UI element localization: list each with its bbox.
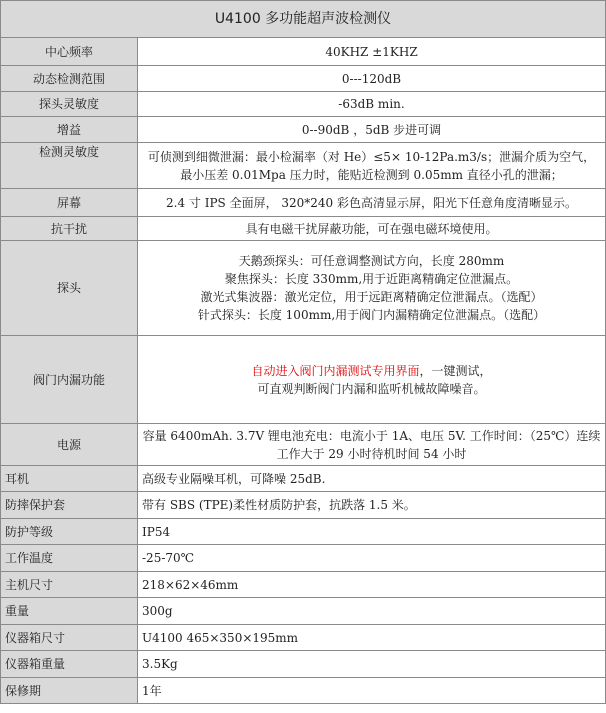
table-row [1, 336, 606, 424]
row-label: 增益 [1, 117, 138, 143]
row-value: 40KHZ ±1KHZ [138, 38, 606, 66]
row-label: 工作温度 [1, 545, 138, 572]
table-title: U4100 多功能超声波检测仪 [1, 1, 606, 38]
value-line: 可直观判断阀门内漏和监听机械故障噪音。 [257, 381, 486, 396]
table-row [1, 519, 606, 545]
value-line: 聚焦探头：长度 330mm,用于近距离精确定位泄漏点。 [224, 272, 519, 286]
row-label: 中心频率 [1, 38, 138, 66]
row-label: 抗干扰 [1, 217, 138, 241]
row-label: 仪器箱重量 [1, 651, 138, 678]
value-text: ，一键测试， [419, 363, 492, 378]
table-row [1, 625, 606, 651]
row-value [138, 336, 606, 424]
row-label: 屏幕 [1, 189, 138, 217]
table-row [1, 545, 606, 572]
table-row [1, 117, 606, 143]
row-label: 保修期 [1, 678, 138, 704]
value-line: 工作大于 29 小时待机时间 54 小时 [276, 446, 467, 461]
row-label: 耳机 [1, 466, 138, 492]
value-line [142, 362, 601, 380]
table-row [1, 492, 606, 519]
row-label: 阀门内漏功能 [1, 336, 138, 424]
row-label: 电源 [1, 424, 138, 466]
row-label: 防护等级 [1, 519, 138, 545]
row-value: 高级专业隔噪耳机，可降噪 25dB. [138, 466, 606, 492]
table-row [1, 651, 606, 678]
table-row [1, 598, 606, 625]
row-label: 主机尺寸 [1, 572, 138, 598]
row-value [138, 143, 606, 189]
value-line: 最小压差 0.01Mpa 压力时，能贴近检测到 0.05mm 直径小孔的泄漏； [180, 167, 563, 182]
value-line: 激光式集波器：激光定位，用于远距离精确定位泄漏点。（选配） [200, 290, 543, 304]
value-line: 天鹅颈探头：可任意调整测试方向，长度 280mm [238, 254, 505, 268]
row-value: 0--90dB ，5dB 步进可调 [138, 117, 606, 143]
row-value: 0---120dB [138, 66, 606, 92]
table-row [1, 678, 606, 704]
row-value: IP54 [138, 519, 606, 545]
row-value: U4100 465×350×195mm [138, 625, 606, 651]
row-label: 检测灵敏度 [1, 143, 138, 189]
row-value: 3.5Kg [138, 651, 606, 678]
row-value: 2.4 寸 IPS 全面屏， 320*240 彩色高清显示屏，阳光下任意角度清晰显示。 [138, 189, 606, 217]
row-value: -63dB min. [138, 92, 606, 117]
row-label: 动态检测范围 [1, 66, 138, 92]
row-value: 具有电磁干扰屏蔽功能，可在强电磁环境使用。 [138, 217, 606, 241]
row-value [138, 424, 606, 466]
table-row [1, 66, 606, 92]
table-row [1, 189, 606, 217]
table-row [1, 143, 606, 189]
row-value: 300g [138, 598, 606, 625]
highlight-text: 自动进入阀门内漏测试专用界面 [251, 363, 420, 378]
table-row [1, 466, 606, 492]
row-label: 探头灵敏度 [1, 92, 138, 117]
table-row [1, 241, 606, 336]
row-value: 带有 SBS (TPE)柔性材质防护套，抗跌落 1.5 米。 [138, 492, 606, 519]
value-line: 容量 6400mAh. 3.7V 锂电池充电：电流小于 1A、电压 5V. 工作时间：（25℃）连续 [142, 428, 601, 443]
table-row [1, 217, 606, 241]
row-value: 1年 [138, 678, 606, 704]
title-row [1, 1, 606, 38]
row-value: 218×62×46mm [138, 572, 606, 598]
row-value: -25-70℃ [138, 545, 606, 572]
row-label: 防摔保护套 [1, 492, 138, 519]
value-line: 可侦测到细微泄漏：最小检漏率（对 He）≤5× 10-12Pa.m3/s；泄漏介质为空气， [147, 149, 596, 164]
row-label: 重量 [1, 598, 138, 625]
row-label: 探头 [1, 241, 138, 336]
value-line: 针式探头：长度 100mm,用于阀门内漏精确定位泄漏点。（选配） [197, 308, 546, 322]
row-value [138, 241, 606, 336]
row-label: 仪器箱尺寸 [1, 625, 138, 651]
table-row [1, 92, 606, 117]
table-row [1, 424, 606, 466]
table-row [1, 572, 606, 598]
table-row [1, 38, 606, 66]
